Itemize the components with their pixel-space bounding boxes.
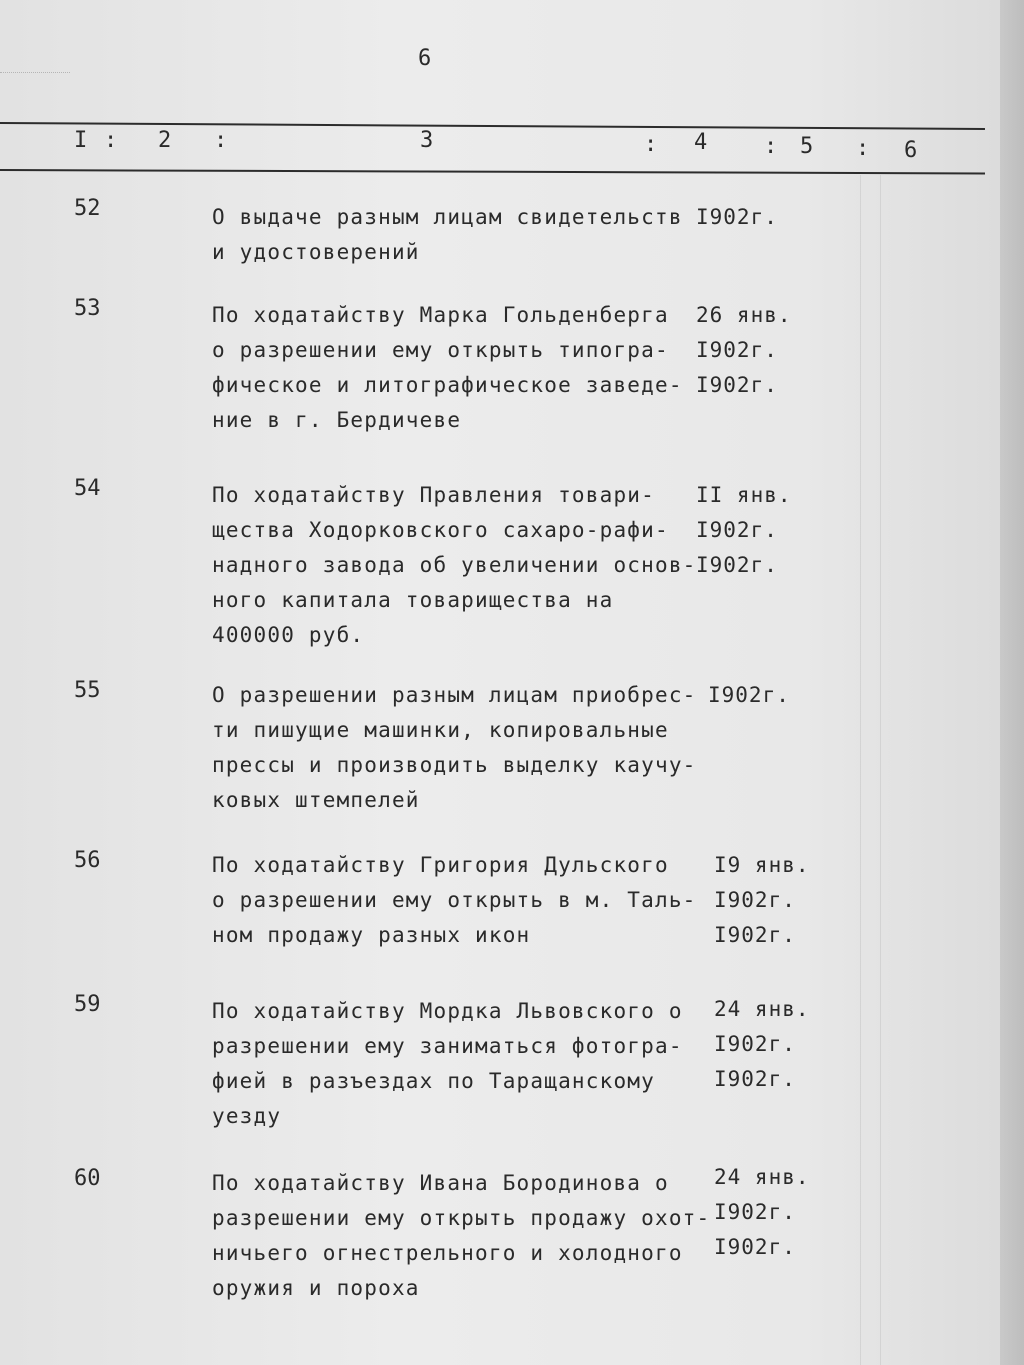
date-line: I902г. [696, 205, 778, 229]
description-line: надного завода об увеличении основ- [212, 553, 697, 577]
description-line: 400000 руб. [212, 623, 365, 647]
header-separator: : [214, 128, 228, 153]
description-line: ном продажу разных икон [212, 923, 531, 947]
page-edge-shadow [1000, 0, 1024, 1365]
page-number: 6 [418, 46, 433, 71]
description-line: фией в разъездах по Таращанскому [212, 1069, 655, 1093]
date-line: I902г. [714, 1032, 796, 1056]
description-line: По ходатайству Правления товари- [212, 483, 655, 507]
description-line: фическое и литографическое заведе- [212, 373, 683, 397]
table-header [0, 128, 990, 168]
date-line: I902г. [714, 923, 796, 947]
description-line: оружия и пороха [212, 1276, 420, 1300]
entry-description [212, 478, 732, 653]
entry-number: 52 [74, 196, 101, 221]
entry-number: 53 [74, 296, 101, 321]
description-line: ничьего огнестрельного и холодного [212, 1241, 683, 1265]
description-line: и удостоверений [212, 240, 420, 264]
header-col-1: I [74, 128, 88, 153]
header-col-6: 6 [904, 138, 918, 163]
date-line: 26 янв. [696, 303, 792, 327]
description-line: По ходатайству Ивана Бородинова о [212, 1171, 669, 1195]
entry-number: 54 [74, 476, 101, 501]
header-separator: : [644, 132, 658, 157]
description-line: По ходатайству Мордка Львовского о [212, 999, 683, 1023]
entry-description [212, 848, 732, 953]
bleed-through-line [880, 175, 881, 1365]
header-col-5: 5 [800, 134, 814, 159]
faint-margin-mark [0, 72, 70, 83]
entry-number: 55 [74, 678, 101, 703]
date-line: 24 янв. [714, 1165, 810, 1189]
date-line: II янв. [696, 483, 792, 507]
date-line: I902г. [696, 553, 778, 577]
entry-dates [696, 200, 806, 235]
entry-dates [696, 478, 806, 583]
date-line: 24 янв. [714, 997, 810, 1021]
description-line: щества Ходорковского сахаро-рафи- [212, 518, 669, 542]
description-line: разрешении ему открыть продажу охот- [212, 1206, 711, 1230]
entry-number: 60 [74, 1166, 101, 1191]
bleed-through-line [860, 175, 861, 1365]
description-line: разрешении ему заниматься фотогра- [212, 1034, 683, 1058]
entry-dates [714, 1160, 824, 1265]
description-line: О разрешении разным лицам приобрес- [212, 683, 697, 707]
date-line: I902г. [714, 888, 796, 912]
description-line: О выдаче разным лицам свидетельств [212, 205, 683, 229]
description-line: ковых штемпелей [212, 788, 420, 812]
entry-number: 59 [74, 992, 101, 1017]
header-bottom-rule [0, 169, 985, 174]
entry-dates [714, 992, 824, 1097]
date-line: I902г. [714, 1067, 796, 1091]
date-line: I902г. [696, 338, 778, 362]
date-line: I902г. [696, 518, 778, 542]
description-line: ние в г. Бердичеве [212, 408, 462, 432]
date-line: I902г. [714, 1200, 796, 1224]
entry-dates [708, 678, 818, 713]
header-separator: : [104, 128, 118, 153]
header-separator: : [764, 134, 778, 159]
description-line: ти пишущие машинки, копировальные [212, 718, 669, 742]
description-line: о разрешении ему открыть типогра- [212, 338, 669, 362]
entry-description [212, 200, 732, 270]
date-line: I902г. [714, 1235, 796, 1259]
header-col-4: 4 [694, 130, 708, 155]
entry-description [212, 994, 732, 1134]
entry-description [212, 298, 732, 438]
entry-description [212, 678, 732, 818]
description-line: По ходатайству Григория Дульского [212, 853, 669, 877]
header-separator: : [856, 136, 870, 161]
date-line: I902г. [708, 683, 790, 707]
description-line: ного капитала товарищества на [212, 588, 614, 612]
description-line: прессы и производить выделку каучу- [212, 753, 697, 777]
description-line: уезду [212, 1104, 282, 1128]
entry-number: 56 [74, 848, 101, 873]
entry-dates [696, 298, 806, 403]
header-col-2: 2 [158, 128, 172, 153]
date-line: I9 янв. [714, 853, 810, 877]
entry-dates [714, 848, 824, 953]
description-line: По ходатайству Марка Гольденберга [212, 303, 669, 327]
header-col-3: 3 [420, 128, 434, 153]
description-line: о разрешении ему открыть в м. Таль- [212, 888, 697, 912]
date-line: I902г. [696, 373, 778, 397]
entry-description [212, 1166, 732, 1306]
